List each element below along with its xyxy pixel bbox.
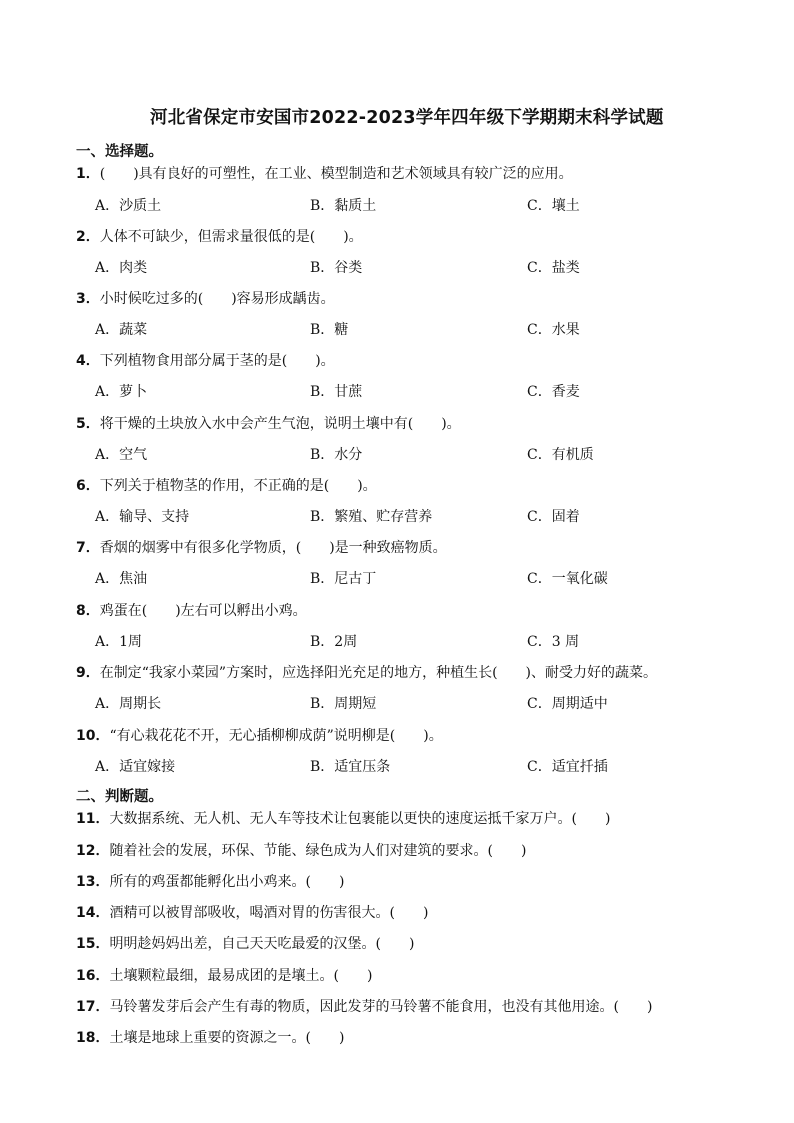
question-number: 18． xyxy=(76,1030,110,1046)
question-text[interactable]: “有心栽花花不开，无心插柳柳成荫”说明柳是( )。 xyxy=(109,728,443,744)
option-3a[interactable]: A．蔬菜 xyxy=(95,322,148,338)
question-2 xyxy=(76,228,363,246)
question-text[interactable]: 下列植物食用部分属于茎的是( )。 xyxy=(99,353,335,369)
question-text[interactable]: 所有的鸡蛋都能孵化出小鸡来。( ) xyxy=(109,874,345,890)
question-6 xyxy=(76,477,377,495)
option-9c[interactable]: C．周期适中 xyxy=(527,696,608,712)
question-text[interactable]: ( )具有良好的可塑性，在工业、模型制造和艺术领域具有较广泛的应用。 xyxy=(99,166,573,182)
option-7c[interactable]: C．一氧化碳 xyxy=(527,571,608,587)
question-number: 11． xyxy=(76,811,110,827)
question-text[interactable]: 土壤颗粒最细，最易成团的是壤土。( ) xyxy=(109,968,373,984)
option-3c[interactable]: C．水果 xyxy=(527,322,580,338)
question-3 xyxy=(76,290,335,308)
option-1c[interactable]: C．壤土 xyxy=(527,198,580,214)
question-14 xyxy=(76,904,428,922)
question-text[interactable]: 小时候吃过多的( )容易形成龋齿。 xyxy=(99,291,335,307)
question-text[interactable]: 明明趁妈妈出差，自己天天吃最爱的汉堡。( ) xyxy=(109,936,415,952)
question-13 xyxy=(76,873,344,891)
question-text[interactable]: 香烟的烟雾中有很多化学物质，( )是一种致癌物质。 xyxy=(99,540,447,556)
option-9a[interactable]: A．周期长 xyxy=(95,696,162,712)
question-1 xyxy=(76,165,573,183)
question-number: 7． xyxy=(76,540,100,556)
option-7b[interactable]: B．尼古丁 xyxy=(310,571,377,587)
section-judge-heading: 二、判断题。 xyxy=(76,789,163,805)
option-3b[interactable]: B．糖 xyxy=(310,322,349,338)
question-11 xyxy=(76,810,610,828)
option-8c[interactable]: C．3 周 xyxy=(527,634,580,650)
option-4b[interactable]: B．甘蔗 xyxy=(310,384,363,400)
question-5 xyxy=(76,415,461,433)
question-number: 16． xyxy=(76,968,110,984)
question-number: 12． xyxy=(76,843,110,859)
question-text[interactable]: 鸡蛋在( )左右可以孵出小鸡。 xyxy=(99,603,307,619)
question-number: 4． xyxy=(76,353,100,369)
question-text[interactable]: 在制定“我家小菜园”方案时，应选择阳光充足的地方，种植生长( )、耐受力好的蔬菜。 xyxy=(99,665,657,681)
exam-title: 河北省保定市安国市2022-2023学年四年级下学期期末科学试题 xyxy=(150,108,664,128)
option-10a[interactable]: A．适宜嫁接 xyxy=(95,759,176,775)
question-18 xyxy=(76,1029,344,1047)
question-8 xyxy=(76,602,307,620)
option-10c[interactable]: C．适宜扦插 xyxy=(527,759,608,775)
option-5b[interactable]: B．水分 xyxy=(310,447,363,463)
question-number: 9． xyxy=(76,665,100,681)
question-text[interactable]: 酒精可以被胃部吸收，喝酒对胃的伤害很大。( ) xyxy=(109,905,429,921)
question-number: 6． xyxy=(76,478,100,494)
question-7 xyxy=(76,539,447,557)
option-8a[interactable]: A．1周 xyxy=(95,634,143,650)
option-2c[interactable]: C．盐类 xyxy=(527,260,580,276)
question-number: 15． xyxy=(76,936,110,952)
question-number: 8． xyxy=(76,603,100,619)
option-1b[interactable]: B．黏质土 xyxy=(310,198,377,214)
question-number: 5． xyxy=(76,416,100,432)
question-12 xyxy=(76,842,526,860)
question-text[interactable]: 马铃薯发芽后会产生有毒的物质，因此发芽的马铃薯不能食用，也没有其他用途。( ) xyxy=(109,999,653,1015)
section-choice-heading: 一、选择题。 xyxy=(76,144,163,160)
option-1a[interactable]: A．沙质土 xyxy=(95,198,162,214)
question-text[interactable]: 随着社会的发展，环保、节能、绿色成为人们对建筑的要求。( ) xyxy=(109,843,527,859)
question-15 xyxy=(76,935,414,953)
question-text[interactable]: 大数据系统、无人机、无人车等技术让包裹能以更快的速度运抵千家万户。( ) xyxy=(109,811,611,827)
question-number: 13． xyxy=(76,874,110,890)
option-8b[interactable]: B．2周 xyxy=(310,634,358,650)
option-5c[interactable]: C．有机质 xyxy=(527,447,594,463)
question-number: 10． xyxy=(76,728,110,744)
option-9b[interactable]: B．周期短 xyxy=(310,696,377,712)
option-4c[interactable]: C．香麦 xyxy=(527,384,580,400)
question-text[interactable]: 人体不可缺少，但需求量很低的是( )。 xyxy=(99,229,363,245)
question-16 xyxy=(76,967,372,985)
question-text[interactable]: 下列关于植物茎的作用，不正确的是( )。 xyxy=(99,478,377,494)
question-17 xyxy=(76,998,652,1016)
option-6b[interactable]: B．繁殖、贮存营养 xyxy=(310,509,433,525)
question-text[interactable]: 将干燥的土块放入水中会产生气泡，说明土壤中有( )。 xyxy=(99,416,461,432)
option-6c[interactable]: C．固着 xyxy=(527,509,580,525)
option-2b[interactable]: B．谷类 xyxy=(310,260,363,276)
option-4a[interactable]: A．萝卜 xyxy=(95,384,148,400)
option-6a[interactable]: A．输导、支持 xyxy=(95,509,190,525)
question-text[interactable]: 土壤是地球上重要的资源之一。( ) xyxy=(109,1030,345,1046)
question-number: 3． xyxy=(76,291,100,307)
option-7a[interactable]: A．焦油 xyxy=(95,571,148,587)
question-number: 1． xyxy=(76,166,100,182)
question-9 xyxy=(76,664,657,682)
question-number: 17． xyxy=(76,999,110,1015)
option-2a[interactable]: A．肉类 xyxy=(95,260,148,276)
question-4 xyxy=(76,352,335,370)
question-number: 14． xyxy=(76,905,110,921)
question-number: 2． xyxy=(76,229,100,245)
option-10b[interactable]: B．适宜压条 xyxy=(310,759,391,775)
question-10 xyxy=(76,727,443,745)
option-5a[interactable]: A．空气 xyxy=(95,447,148,463)
